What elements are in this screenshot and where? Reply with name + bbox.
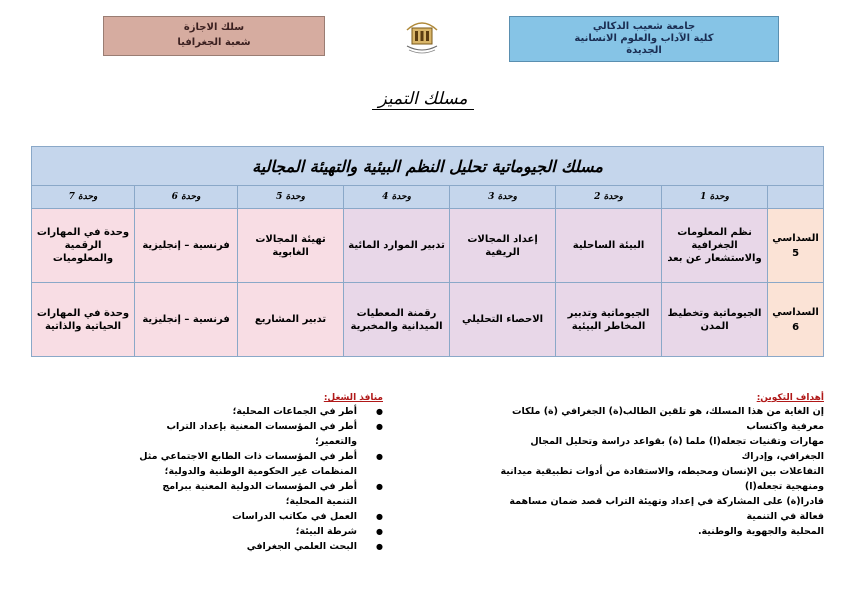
- semester-cell: [768, 209, 824, 283]
- semester-label: السداسي: [772, 232, 819, 244]
- module-cell: تهيئة المجالات الغابوية: [255, 233, 326, 258]
- unit-header: وحدة 4: [344, 186, 450, 209]
- module-cell: إعداد المجالات الريفية: [467, 233, 538, 258]
- module-cell: الاحصاء التحليلي: [461, 314, 544, 325]
- program-box: [103, 16, 325, 56]
- unit-header: وحدة 5: [238, 186, 344, 209]
- list-item: [130, 539, 385, 554]
- bullet-icon: ●: [376, 482, 383, 491]
- module-cell: وحدة في المهارات الحياتية والذاتية: [36, 307, 130, 332]
- module-cell: فرنسية – إنجليزية: [142, 240, 230, 251]
- list-item-text: أطر في المؤسسات الدولية المعنية ببرامج التنمية المحلية؛: [162, 481, 357, 507]
- module-cell: تدبير المشاريع: [254, 314, 327, 325]
- table-row: [32, 209, 824, 283]
- list-item-text: العمل في مكاتب الدراسات: [232, 511, 357, 522]
- training-objectives: [493, 392, 824, 539]
- unit-header: وحدة 6: [135, 186, 238, 209]
- title-underline: [372, 109, 474, 110]
- unit-header: وحدة 3: [450, 186, 556, 209]
- unit-header: وحدة 1: [662, 186, 768, 209]
- semester-number: 6: [792, 321, 800, 333]
- track-table: [31, 146, 824, 357]
- module-cell: فرنسية – إنجليزية: [142, 314, 230, 325]
- bullet-icon: ●: [376, 527, 383, 536]
- semester-cell: [768, 283, 824, 357]
- list-item-text: أطر في المؤسسات المعنية بإعداد التراب والتعمير؛: [166, 421, 357, 447]
- list-item: [130, 479, 385, 509]
- objectives-line: مهارات وتقنيات تجعله(ا) ملما (ة) بقواعد دراسة وتحليل المجال الجغرافي، وإدراك: [530, 436, 824, 462]
- objectives-line: المحلية والجهوية والوطنية.: [697, 526, 824, 537]
- job-outlets: [130, 392, 385, 554]
- page-title: مسلك التميز: [378, 89, 468, 109]
- bullet-icon: ●: [376, 452, 383, 461]
- corner-cell: [768, 186, 824, 209]
- units-header-row: [32, 186, 824, 209]
- jobs-heading: منافذ الشغل:: [323, 393, 383, 403]
- university-name: جامعة شعيب الدكالي: [592, 21, 696, 32]
- module-cell: تدبير الموارد المائية: [348, 240, 445, 251]
- faculty-name: كلية الآداب والعلوم الانسانية: [574, 33, 714, 44]
- bullet-icon: ●: [376, 512, 383, 521]
- table-row: [32, 283, 824, 357]
- university-logo: [403, 16, 441, 56]
- bullet-icon: ●: [376, 542, 383, 551]
- bullet-icon: ●: [376, 407, 383, 416]
- list-item-text: أطر في المؤسسات ذات الطابع الاجتماعي مثل المنظمات غير الحكومية الوطنية والدولية؛: [139, 451, 357, 477]
- university-box: [509, 16, 779, 62]
- list-item-text: البحث العلمي الجغرافي: [246, 541, 357, 552]
- unit-header: وحدة 7: [32, 186, 135, 209]
- module-cell: نظم المعلومات الجغرافية والاستشعار عن بعد: [667, 227, 762, 264]
- objectives-line: إن الغاية من هذا المسلك، هو تلقين الطالب(ة) الجغرافي (ة) ملكات معرفية واكتساب: [511, 406, 824, 432]
- module-cell: البيئة الساحلية: [572, 240, 645, 251]
- list-item: [130, 419, 385, 449]
- track-title: مسلك الجيوماتية تحليل النظم البيئية والتهيئة المجالية: [32, 147, 824, 186]
- list-item-text: أطر في الجماعات المحلية؛: [232, 406, 357, 417]
- objectives-line: قادرا(ة) على المشاركة في إعداد وتهيئة التراب قصد ضمان مساهمة فعالة في التنمية: [509, 496, 824, 522]
- objectives-line: التفاعلات بين الإنسان ومحيطه، والاستفادة من أدوات تطبيقية ميدانية ومنهجية تجعله(ا): [500, 466, 824, 492]
- bullet-icon: ●: [376, 422, 383, 431]
- list-item: [130, 404, 385, 419]
- objectives-heading: أهداف التكوين:: [756, 393, 824, 403]
- department-title: شعبة الجغرافيا: [177, 37, 251, 48]
- unit-header: وحدة 2: [556, 186, 662, 209]
- list-item: [130, 524, 385, 539]
- semester-label: السداسي: [772, 306, 819, 318]
- semester-number: 5: [792, 247, 800, 259]
- module-cell: الجيوماتية وتخطيط المدن: [667, 307, 762, 332]
- city-name: الجديدة: [626, 45, 662, 56]
- module-cell: وحدة في المهارات الرقمية والمعلوميات: [36, 227, 130, 264]
- module-cell: الجيوماتية وتدبير المخاطر البيئية: [567, 307, 650, 332]
- list-item: [130, 449, 385, 479]
- jobs-list: [130, 404, 385, 554]
- program-title: سلك الاجازة: [183, 22, 245, 33]
- list-item-text: شرطة البيئة؛: [295, 526, 357, 537]
- list-item: [130, 509, 385, 524]
- module-cell: رقمنة المعطيات الميدانية والمخبرية: [350, 307, 443, 332]
